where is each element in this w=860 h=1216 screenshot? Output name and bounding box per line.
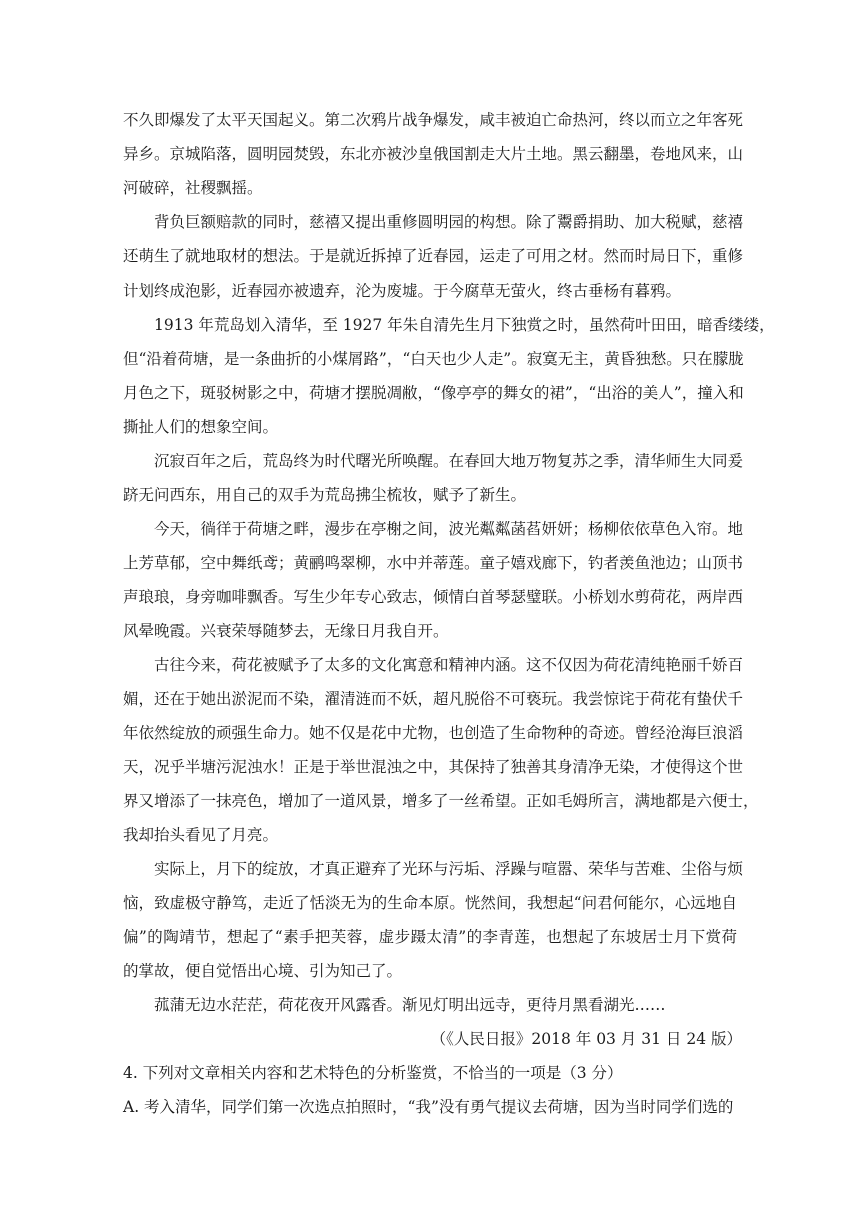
text-line: 计划终成泡影，近春园亦被遗弃，沦为废墟。于今腐草无萤火，终古垂杨有暮鸦。 <box>123 282 682 300</box>
question-4: 4. 下列对文章相关内容和艺术特色的分析鉴赏，不恰当的一项是（3 分） <box>123 1064 623 1082</box>
text-line: 背负巨额赔款的同时，慈禧又提出重修圆明园的构想。除了鬻爵捐助、加大税赋，慈禧 <box>154 213 744 231</box>
text-line: 天，况乎半塘污泥浊水！正是于举世混浊之中，其保持了独善其身清净无染，才使得这个世 <box>123 758 744 776</box>
text-line: 媚，还在于她出淤泥而不染，濯清涟而不妖，超凡脱俗不可亵玩。我尝惊诧于荷花有蛰伏千 <box>123 690 744 708</box>
text-line: 还萌生了就地取材的想法。于是就近拆掉了近春园，运走了可用之材。然而时局日下，重修 <box>123 247 744 265</box>
text-line: 偏”的陶靖节，想起了“素手把芙蓉，虚步蹑太清”的李青莲，也想起了东坡居士月下赏荷 <box>123 928 737 946</box>
text-line: 上芳草郁，空中舞纸鸢；黄鹂鸣翠柳，水中并蒂莲。童子嬉戏廊下，钓者羡鱼池边；山顶书 <box>123 554 744 572</box>
text-line: 河破碎，社稷飘摇。 <box>123 179 263 197</box>
text-line: 异乡。京城陷落，圆明园焚毁，东北亦被沙皇俄国割走大片土地。黑云翻墨，卷地风来，山 <box>123 145 744 163</box>
text-line: 实际上，月下的绽放，才真正避弃了光环与污垢、浮躁与喧嚣、荣华与苦难、尘俗与烦 <box>154 860 744 878</box>
text-line: 撕扯人们的想象空间。 <box>123 418 279 436</box>
text-line: 界又增添了一抹亮色，增加了一道风景，增多了一丝希望。正如毛姆所言，满地都是六便士， <box>123 792 759 810</box>
text-line: 我却抬头看见了月亮。 <box>123 826 279 844</box>
text-line: 的掌故，便自觉悟出心境、引为知己了。 <box>123 962 403 980</box>
text-line: 跻无问西东，用自己的双手为荒岛拂尘梳妆，赋予了新生。 <box>123 486 527 504</box>
question-4-option-a: A. 考入清华，同学们第一次选点拍照时，“我”没有勇气提议去荷塘，因为当时同学们选的 <box>123 1098 734 1116</box>
text-line: 风晕晚霞。兴衰荣辱随梦去，无缘日月我自开。 <box>123 622 449 640</box>
text-line: 沉寂百年之后，荒岛终为时代曙光所唤醒。在春回大地万物复苏之季，清华师生大同爰 <box>154 452 744 470</box>
text-line: 1913 年荒岛划入清华，至 1927 年朱自清先生月下独赏之时，虽然荷叶田田，暗香缕缕， <box>154 316 775 334</box>
text-line: 菰蒲无边水茫茫，荷花夜开风露香。渐见灯明出远寺，更待月黑看湖光…… <box>154 996 666 1014</box>
text-line: 年依然绽放的顽强生命力。她不仅是花中尤物，也创造了生命物种的奇迹。曾经沧海巨浪滔 <box>123 724 744 742</box>
text-line: 不久即爆发了太平天国起义。第二次鸦片战争爆发，咸丰被迫亡命热河，终以而立之年客死 <box>123 111 744 129</box>
text-line: 今天，徜徉于荷塘之畔，漫步在亭榭之间，波光粼粼菡萏妍妍；杨柳依依草色入帘。地 <box>154 520 744 538</box>
article-source: （《人民日报》2018 年 03 月 31 日 24 版） <box>430 1030 742 1048</box>
text-line: 声琅琅，身旁咖啡飘香。写生少年专心致志，倾情白首琴瑟璧联。小桥划水剪荷花，两岸西 <box>123 588 744 606</box>
text-line: 恼，致虚极守静笃，走近了恬淡无为的生命本原。恍然间，我想起“问君何能尔，心远地自 <box>123 894 737 912</box>
text-line: 但“沿着荷塘，是一条曲折的小煤屑路”，“白天也少人走”。寂寞无主，黄昏独愁。只在朦胧 <box>123 350 744 368</box>
text-line: 古往今来，荷花被赋予了太多的文化寓意和精神内涵。这不仅因为荷花清纯艳丽千娇百 <box>154 656 744 674</box>
text-line: 月色之下，斑驳树影之中，荷塘才摆脱凋敝，“像亭亭的舞女的裙”，“出浴的美人”，撞入和 <box>123 384 744 402</box>
